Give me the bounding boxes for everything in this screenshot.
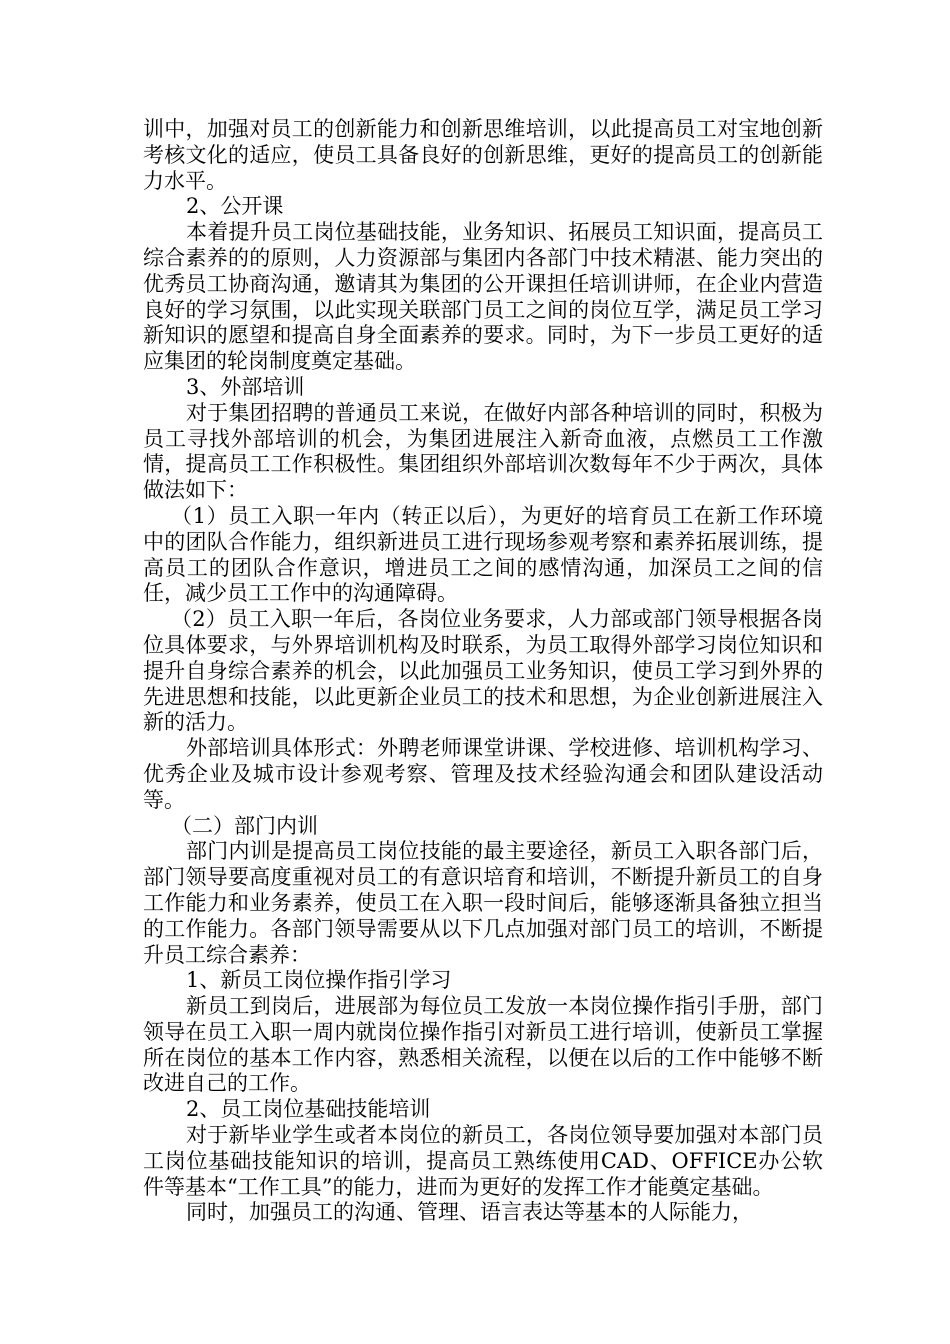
paragraph-public-course: 本着提升员工岗位基础技能，业务知识、拓展员工知识面，提高员工综合素养的的原则，人力资源部与集团内各部门中技术精湛、能力突出的优秀员工协商沟通，邀请其为集团的公开课担任培训讲师，在企业内营造良好的学习氛围，以此实现关联部门员工之间的岗位互学，满足员工学习新知识的愿望和提高自身全面素养的要求。同时，为下一步员工更好的适应集团的轮岗制度奠定基础。 [143, 220, 823, 374]
heading-basic-skills: 2、员工岗位基础技能培训 [186, 1097, 431, 1122]
document-page [143, 117, 823, 1226]
paragraph-operation-guide: 新员工到岗后，进展部为每位员工发放一本岗位操作指引手册，部门领导在员工入职一周内就岗位操作指引对新员工进行培训，使新员工掌握所在岗位的基本工作内容，熟悉相关流程，以便在以后的工作中能够不断改进自己的工作。 [143, 994, 823, 1096]
heading-external-training: 3、外部培训 [186, 374, 305, 399]
paragraph-basic-skills: 对于新毕业学生或者本岗位的新员工，各岗位领导要加强对本部门员工岗位基础技能知识的培训，提高员工熟练使用CAD、OFFICE办公软件等基本“工作工具”的能力，进而为更好的发挥工作才能奠定基础。 [143, 1123, 823, 1199]
paragraph-external-training: 对于集团招聘的普通员工来说，在做好内部各种培训的同时，积极为员工寻找外部培训的机会，为集团进展注入新奇血液，点燃员工工作激情，提高员工工作积极性。集团组织外部培训次数每年不少于两次，具体做法如下： [143, 400, 823, 503]
heading-department-training: （二）部门内训 [171, 813, 318, 838]
paragraph-within-first-year: （1）员工入职一年内（转正以后），为更好的培育员工在新工作环境中的团队合作能力，组织新进员工进行现场参观考察和素养拓展训练，提高员工的团队合作意识，增进员工之间的感情沟通，加深员工之间的信任，减少员工工作中的沟通障碍。 [143, 503, 823, 606]
paragraph-innovation-training: 训中，加强对员工的创新能力和创新思维培训，以此提高员工对宝地创新考核文化的适应，使员工具备良好的创新思维，更好的提高员工的创新能力水平。 [143, 117, 823, 193]
paragraph-department-training: 部门内训是提高员工岗位技能的最主要途径，新员工入职各部门后，部门领导要高度重视对员工的有意识培育和培训，不断提升新员工的自身工作能力和业务素养，使员工在入职一段时间后，能够逐渐具备独立担当的工作能力。各部门领导需要从以下几点加强对部门员工的培训，不断提升员工综合素养： [143, 839, 823, 967]
heading-public-course: 2、公开课 [186, 194, 284, 219]
heading-operation-guide: 1、新员工岗位操作指引学习 [186, 968, 452, 993]
paragraph-external-forms: 外部培训具体形式：外聘老师课堂讲课、学校进修、培训机构学习、优秀企业及城市设计参观考察、管理及技术经验沟通会和团队建设活动等。 [143, 736, 823, 812]
paragraph-interpersonal: 同时，加强员工的沟通、管理、语言表达等基本的人际能力， [186, 1200, 753, 1225]
paragraph-after-first-year: （2）员工入职一年后，各岗位业务要求，人力部或部门领导根据各岗位具体要求，与外界培训机构及时联系，为员工取得外部学习岗位知识和提升自身综合素养的机会，以此加强员工业务知识，使员工学习到外界的先进思想和技能，以此更新企业员工的技术和思想，为企业创新进展注入新的活力。 [143, 607, 823, 735]
